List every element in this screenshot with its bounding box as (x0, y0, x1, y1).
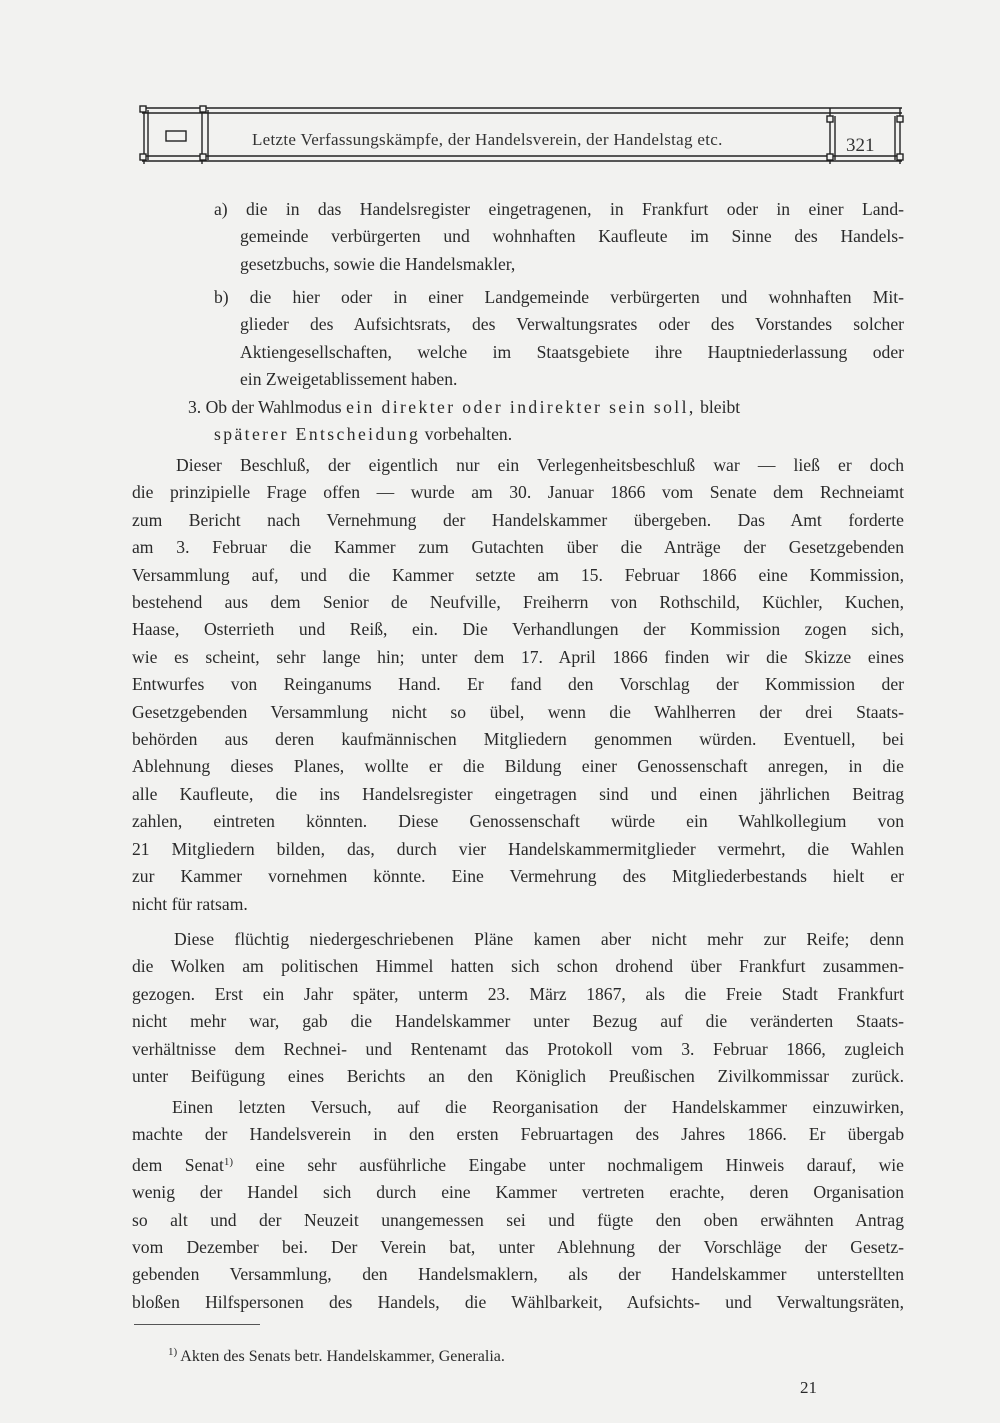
text-line: Versammlung auf, und die Kammer setzte am 15. Februar 1866 eine Kommission, (132, 564, 904, 585)
text-line: gezogen. Erst ein Jahr später, unterm 23. März 1867, als die Freie Stadt Frankfurt (132, 983, 904, 1004)
text-line: gemeinde verbürgerten und wohnhaften Kaufleute im Sinne des Handels- (240, 226, 904, 247)
emphasized-text: ein direkter oder indirekter sein soll, (346, 397, 696, 417)
text-line: bloßen Hilfspersonen des Handels, die Wählbarkeit, Aufsichts- und Verwaltungsräten, (132, 1291, 904, 1312)
text-line: behörden aus deren kaufmännischen Mitgliedern genommen würden. Eventuell, bei (132, 729, 904, 750)
footnote (168, 1346, 505, 1366)
text-line: 21 Mitgliedern bilden, das, durch vier Handelskammermitglieder vermehrt, die Wahlen (132, 838, 904, 859)
text-line: b) die hier oder in einer Landgemeinde verbürgerten und wohnhaften Mit- (214, 287, 904, 307)
footnote-text: Akten des Senats betr. Handelskammer, Generalia. (177, 1348, 505, 1365)
text-line (132, 1149, 904, 1179)
text-line: zur Kammer vornehmen könnte. Eine Vermehrung des Mitgliederbestands hielt er (132, 866, 904, 887)
paragraph-3 (132, 1094, 904, 1316)
text-line: gebenden Versammlung, den Handelsmaklern, als der Handelskammer unterstellten (132, 1264, 904, 1285)
text-line: wenig der Handel sich durch eine Kammer vertreten erachte, deren Organisation (132, 1182, 904, 1203)
text-line: so alt und der Neuzeit unangemessen sei und fügte den oben erwähnten Antrag (132, 1209, 904, 1230)
text-run: vorbehalten. (420, 424, 513, 445)
text-line: a) die in das Handelsregister eingetragenen, in Frankfurt oder in einer Land- (214, 199, 904, 219)
text-line: nicht mehr war, gab die Handelskammer unter Bezug auf die veränderten Staats- (132, 1011, 904, 1032)
text-run: 3. Ob der Wahlmodus (188, 397, 347, 417)
emphasized-text: späterer Entscheidung (214, 424, 421, 445)
text-line: zahlen, eintreten könnten. Diese Genossenschaft würde ein Wahlkollegium von (132, 811, 904, 832)
text-line: glieder des Aufsichtsrats, des Verwaltungsrates oder des Vorstandes solcher (240, 314, 904, 335)
text-line: wie es scheint, sehr lange hin; unter dem 17. April 1866 finden wir die Skizze eines (132, 646, 904, 667)
text-line: am 3. Februar die Kammer zum Gutachten über die Anträge der Gesetzgebenden (132, 537, 904, 558)
running-header-title: Letzte Verfassungskämpfe, der Handelsverein, der Handelstag etc. (252, 130, 723, 149)
footnote-divider (134, 1324, 260, 1325)
text-line: unter Beifügung eines Berichts an den Königlich Preußischen Zivilkommissar zurück. (132, 1066, 904, 1087)
footnote-reference: 1) (223, 1155, 234, 1168)
list-item-3 (188, 394, 904, 449)
text-line (188, 394, 904, 421)
text-line: verhältnisse dem Rechnei- und Rentenamt das Protokoll vom 3. Februar 1866, zugleich (132, 1038, 904, 1059)
text-line: gesetzbuchs, sowie die Handelsmakler, (240, 253, 516, 274)
text-line: ein Zweigetablissement haben. (240, 369, 458, 390)
paragraph-2 (132, 926, 904, 1090)
list-item-b (214, 284, 904, 394)
text-line: machte der Handelsverein in den ersten Februartagen des Jahres 1866. Er übergab (132, 1124, 904, 1145)
text-line: die prinzipielle Frage offen — wurde am 30. Januar 1866 vom Senate dem Rechneiamt (132, 482, 904, 503)
text-line: zum Bericht nach Vernehmung der Handelskammer übergeben. Das Amt forderte (132, 509, 904, 530)
signature-mark: 21 (800, 1378, 817, 1397)
text-line: Diese flüchtig niedergeschriebenen Pläne kamen aber nicht mehr zur Reife; denn (174, 929, 904, 949)
text-line: Entwurfes von Reinganums Hand. Er fand den Vorschlag der Kommission der (132, 674, 904, 695)
text-run: eine sehr ausführliche Eingabe unter nochmaligem Hinweis darauf, wie (233, 1154, 904, 1175)
list-item-a (214, 196, 904, 278)
page-number: 321 (846, 135, 875, 156)
footnote-marker: 1) (168, 1346, 178, 1358)
text-line: Haase, Osterrieth und Reiß, ein. Die Verhandlungen der Kommission zogen sich, (132, 619, 904, 640)
text-line: die Wolken am politischen Himmel hatten sich schon drohend über Frankfurt zusammen- (132, 956, 904, 977)
text-line: vom Dezember bei. Der Verein bat, unter Ablehnung der Vorschläge der Gesetz- (132, 1237, 904, 1258)
text-line: nicht für ratsam. (132, 893, 248, 914)
paragraph-1 (132, 452, 904, 918)
text-line: alle Kaufleute, die ins Handelsregister eingetragen sind und einen jährlichen Beitrag (132, 783, 904, 804)
text-line: Dieser Beschluß, der eigentlich nur ein Verlegenheitsbeschluß war — ließ er doch (176, 455, 904, 475)
text-line: bestehend aus dem Senior de Neufville, Freiherrn von Rothschild, Küchler, Kuchen, (132, 592, 904, 613)
text-run: bleibt (695, 397, 741, 417)
text-line (188, 421, 904, 448)
text-line: Ablehnung dieses Planes, wollte er die Bildung einer Genossenschaft anregen, in die (132, 756, 904, 777)
text-line: Aktiengesellschaften, welche im Staatsgebiete ihre Hauptniederlassung oder (240, 341, 904, 362)
text-run: dem Senat (132, 1154, 224, 1175)
text-line: Gesetzgebenden Versammlung nicht so übel, wenn die Wahlherren der drei Staats- (132, 701, 904, 722)
text-line: Einen letzten Versuch, auf die Reorganisation der Handelskammer einzuwirken, (172, 1097, 904, 1117)
